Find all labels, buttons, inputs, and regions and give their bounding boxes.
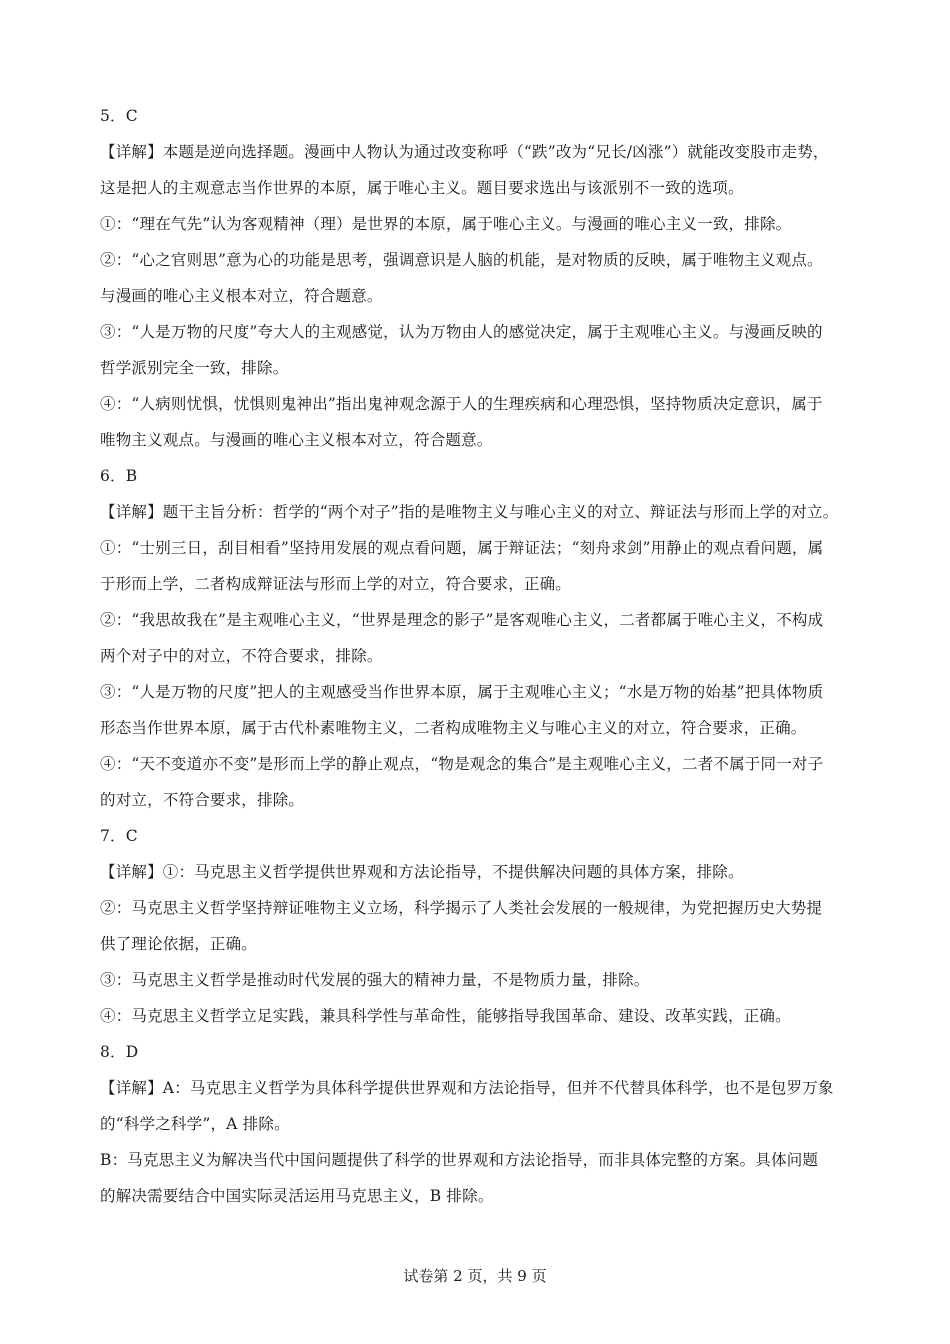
text-line: 供了理论依据，正确。 [100, 935, 258, 953]
text-line: 的解决需要结合中国实际灵活运用马克思主义，B 排除。 [100, 1187, 494, 1205]
text-line: 【详解】①：马克思主义哲学提供世界观和方法论指导，不提供解决问题的具体方案，排除。 [100, 863, 744, 881]
text-line: ④：“天不变道亦不变”是形而上学的静止观点，“物是观念的集合”是主观唯心主义，二者不属于同一对子 [100, 755, 824, 773]
text-line: 【详解】题干主旨分析：哲学的“两个对子”指的是唯物主义与唯心主义的对立、辩证法与形而上学的对立。 [100, 503, 839, 521]
text-line: 于形而上学，二者构成辩证法与形而上学的对立，符合要求，正确。 [100, 575, 572, 593]
text-line: 【详解】本题是逆向选择题。漫画中人物认为通过改变称呼（“跌”改为“兄长/凶涨”）就能改变股市走势， [100, 143, 829, 161]
text-line: ②：马克思主义哲学坚持辩证唯物主义立场，科学揭示了人类社会发展的一般规律，为党把握历史大势提 [100, 899, 823, 917]
text-line: 两个对子中的对立，不符合要求，排除。 [100, 647, 383, 665]
text-line: ③：“人是万物的尺度”把人的主观感受当作世界本原，属于主观唯心主义；“水是万物的始基”把具体物质 [100, 683, 824, 701]
text-line: 哲学派别完全一致，排除。 [100, 359, 289, 377]
text-line: ④：“人病则忧惧，忧惧则鬼神出”指出鬼神观念源于人的生理疾病和心理恐惧，坚持物质决定意识，属于 [100, 395, 823, 413]
answer-explanations [100, 98, 852, 1214]
text-line: 【详解】A：马克思主义哲学为具体科学提供世界观和方法论指导，但并不代替具体科学，也不是包罗万象 [100, 1079, 834, 1097]
text-line: ③：马克思主义哲学是推动时代发展的强大的精神力量，不是物质力量，排除。 [100, 971, 650, 989]
text-line: ③：“人是万物的尺度”夸大人的主观感觉，认为万物由人的感觉决定，属于主观唯心主义。与漫画反映的 [100, 323, 823, 341]
question-answer-heading: 6．B [100, 467, 138, 485]
page-footer: 试卷第 2 页，共 9 页 [403, 1267, 547, 1285]
text-line: B：马克思主义为解决当代中国问题提供了科学的世界观和方法论指导，而非具体完整的方案。具体问题 [100, 1151, 819, 1169]
text-line: ②：“心之官则思”意为心的功能是思考，强调意识是人脑的机能，是对物质的反映，属于唯物主义观点。 [100, 251, 823, 269]
question-answer-heading: 8．D [100, 1043, 139, 1061]
text-line: 这是把人的主观意志当作世界的本原，属于唯心主义。题目要求选出与该派别不一致的选项。 [100, 179, 744, 197]
text-line: 形态当作世界本原，属于古代朴素唯物主义，二者构成唯物主义与唯心主义的对立，符合要求，正确。 [100, 719, 807, 737]
text-line: ①：“理在气先”认为客观精神（理）是世界的本原，属于唯心主义。与漫画的唯心主义一致，排除。 [100, 215, 792, 233]
text-line: 的“科学之科学”，A 排除。 [100, 1115, 290, 1133]
text-line: 与漫画的唯心主义根本对立，符合题意。 [100, 287, 383, 305]
text-line: 唯物主义观点。与漫画的唯心主义根本对立，符合题意。 [100, 431, 493, 449]
text-line: ②：“我思故我在”是主观唯心主义，“世界是理念的影子”是客观唯心主义，二者都属于唯心主义，不构成 [100, 611, 824, 629]
text-line: ①：“士别三日，刮目相看”坚持用发展的观点看问题，属于辩证法；“刻舟求剑”用静止的观点看问题，属 [100, 539, 824, 557]
question-answer-heading: 5．C [100, 107, 138, 125]
text-line: ④：马克思主义哲学立足实践，兼具科学性与革命性，能够指导我国革命、建设、改革实践，正确。 [100, 1007, 791, 1025]
text-line: 的对立，不符合要求，排除。 [100, 791, 305, 809]
question-answer-heading: 7．C [100, 827, 138, 845]
